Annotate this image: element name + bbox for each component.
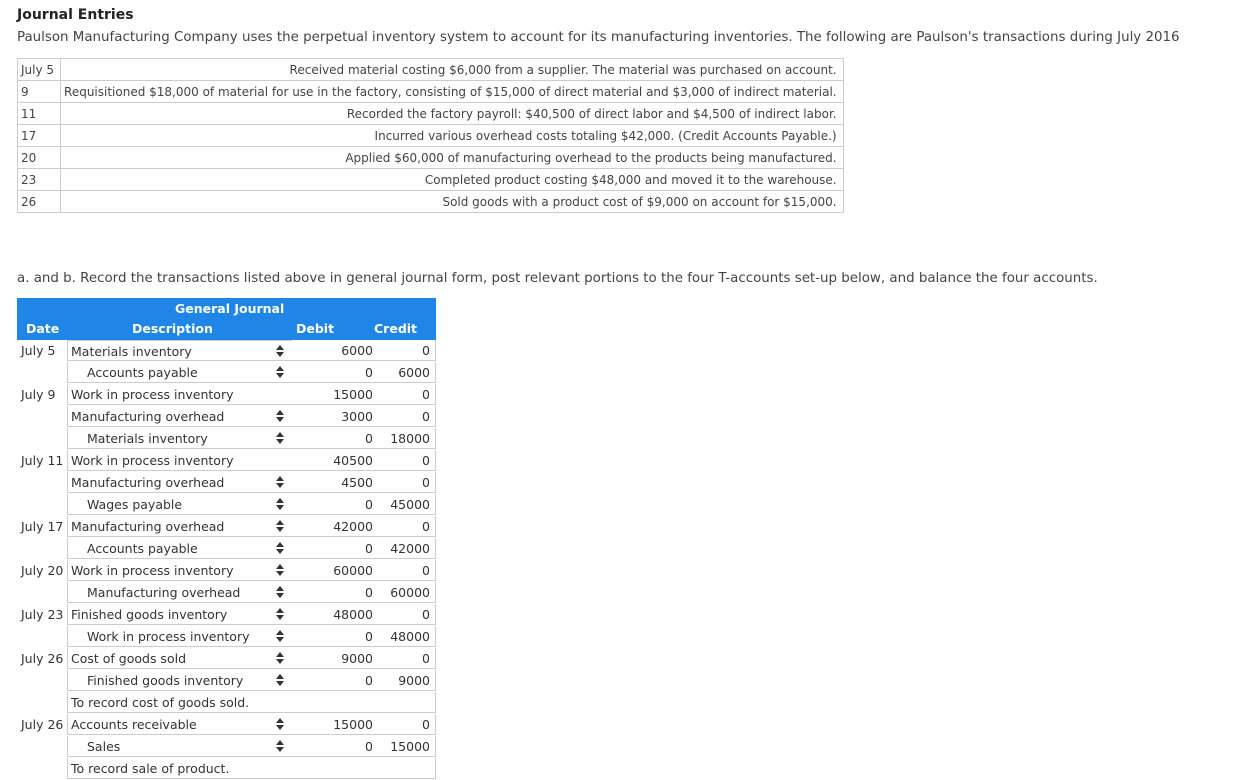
journal-date: July 20 (21, 563, 64, 578)
transaction-text: Applied $60,000 of manufacturing overhead to the products being manufactured. (61, 147, 844, 169)
transactions-table (17, 58, 844, 213)
journal-date: July 26 (21, 651, 64, 666)
journal-title: General Journal (175, 301, 285, 316)
transaction-text: Incurred various overhead costs totaling $42,000. (Credit Accounts Payable.) (61, 125, 844, 147)
journal-date: July 23 (21, 607, 64, 622)
transaction-row (18, 81, 844, 103)
debit-input[interactable]: 60000 (292, 560, 377, 581)
account-label: Materials inventory (71, 344, 192, 359)
account-select[interactable] (67, 714, 292, 735)
journal-row (17, 692, 436, 714)
journal-date: July 26 (21, 717, 64, 732)
journal-date: July 11 (21, 453, 64, 468)
account-select[interactable] (67, 736, 292, 757)
account-label: Sales (87, 739, 121, 754)
transaction-row (18, 147, 844, 169)
account-label: Work in process inventory (71, 387, 234, 402)
transaction-text: Received material costing $6,000 from a supplier. The material was purchased on account. (61, 59, 844, 81)
debit-input[interactable]: 0 (292, 428, 377, 449)
account-select[interactable] (67, 384, 292, 405)
debit-input[interactable]: 0 (292, 538, 377, 559)
journal-row (17, 648, 436, 670)
transaction-text: Requisitioned $18,000 of material for use in the factory, consisting of $15,000 of direct material and $3,000 of indirect material. (61, 81, 844, 103)
debit-input[interactable]: 0 (292, 362, 377, 383)
column-header-description: Description (132, 321, 213, 336)
select-arrows-icon[interactable] (276, 410, 284, 423)
journal-header (17, 298, 436, 340)
account-select[interactable] (67, 626, 292, 647)
transaction-date: 26 (18, 191, 61, 213)
column-header-credit: Credit (374, 321, 418, 336)
credit-input[interactable]: 15000 (377, 736, 436, 757)
transaction-row (18, 191, 844, 213)
select-arrows-icon[interactable] (276, 345, 284, 358)
journal-row (17, 560, 436, 582)
account-label: Manufacturing overhead (71, 475, 225, 490)
general-journal (17, 298, 436, 780)
credit-input[interactable]: 0 (377, 406, 436, 427)
journal-date: July 5 (21, 343, 56, 358)
debit-input[interactable]: 0 (292, 582, 377, 603)
transaction-date: July 5 (18, 59, 61, 81)
transaction-row (18, 125, 844, 147)
select-arrows-icon[interactable] (276, 564, 284, 577)
account-label: Manufacturing overhead (71, 519, 225, 534)
journal-date (17, 758, 67, 779)
journal-date (17, 428, 67, 449)
account-label: Finished goods inventory (87, 673, 244, 688)
journal-date: July 17 (21, 519, 64, 534)
credit-input[interactable]: 45000 (377, 494, 436, 515)
account-label: Accounts payable (87, 541, 198, 556)
select-arrows-icon[interactable] (276, 476, 284, 489)
account-label: To record sale of product. (71, 761, 230, 776)
transaction-date: 23 (18, 169, 61, 191)
debit-input[interactable]: 0 (292, 626, 377, 647)
account-label: Materials inventory (87, 431, 208, 446)
debit-input[interactable]: 6000 (292, 340, 377, 361)
select-arrows-icon[interactable] (276, 432, 284, 445)
journal-row (17, 494, 436, 516)
journal-row (17, 736, 436, 758)
account-select[interactable] (67, 582, 292, 603)
journal-row (17, 362, 436, 384)
credit-input[interactable]: 0 (377, 340, 436, 361)
instructions: a. and b. Record the transactions listed above in general journal form, post relevant portions to the four T-accounts set-up below, and balance the four accounts. (17, 271, 1098, 286)
credit-input[interactable]: 0 (377, 560, 436, 581)
select-arrows-icon[interactable] (276, 718, 284, 731)
journal-note (67, 758, 292, 779)
account-label: Wages payable (87, 497, 183, 512)
select-arrows-icon[interactable] (276, 674, 284, 687)
account-label: Work in process inventory (71, 563, 234, 578)
debit-input[interactable]: 0 (292, 736, 377, 757)
column-header-debit: Debit (296, 321, 335, 336)
select-arrows-icon[interactable] (276, 498, 284, 511)
debit-input[interactable]: 40500 (292, 450, 377, 471)
account-select[interactable] (67, 406, 292, 427)
credit-input[interactable]: 0 (377, 714, 436, 735)
account-select[interactable] (67, 516, 292, 537)
select-arrows-icon[interactable] (276, 652, 284, 665)
debit-empty (292, 758, 377, 779)
journal-row (17, 516, 436, 538)
account-select[interactable] (67, 450, 292, 471)
credit-input[interactable]: 0 (377, 384, 436, 405)
account-label: Manufacturing overhead (87, 585, 241, 600)
debit-input[interactable]: 4500 (292, 472, 377, 493)
account-select[interactable] (67, 670, 292, 691)
credit-input[interactable]: 0 (377, 604, 436, 625)
account-label: Accounts receivable (71, 717, 197, 732)
account-label: To record cost of goods sold. (71, 695, 250, 710)
select-arrows-icon[interactable] (276, 520, 284, 533)
select-arrows-icon[interactable] (276, 366, 284, 379)
transaction-row (18, 103, 844, 125)
credit-input[interactable]: 9000 (377, 670, 436, 691)
debit-input[interactable]: 42000 (292, 516, 377, 537)
journal-row (17, 340, 436, 362)
journal-row (17, 538, 436, 560)
select-arrows-icon[interactable] (276, 608, 284, 621)
journal-row (17, 714, 436, 736)
credit-input[interactable]: 0 (377, 472, 436, 493)
account-label: Accounts payable (87, 365, 198, 380)
journal-row (17, 472, 436, 494)
journal-note (67, 692, 292, 713)
journal-date (17, 362, 67, 383)
transaction-text: Sold goods with a product cost of $9,000 on account for $15,000. (61, 191, 844, 213)
journal-row (17, 406, 436, 428)
journal-row (17, 670, 436, 692)
journal-row (17, 384, 436, 406)
journal-date (17, 494, 67, 515)
select-arrows-icon[interactable] (276, 542, 284, 555)
account-select[interactable] (67, 428, 292, 449)
journal-row (17, 758, 436, 780)
journal-date (17, 538, 67, 559)
account-label: Work in process inventory (71, 453, 234, 468)
debit-input[interactable]: 9000 (292, 648, 377, 669)
credit-input[interactable]: 42000 (377, 538, 436, 559)
credit-input[interactable]: 48000 (377, 626, 436, 647)
page-title: Journal Entries (17, 7, 134, 23)
debit-input[interactable]: 0 (292, 494, 377, 515)
journal-date (17, 626, 67, 647)
journal-row (17, 450, 436, 472)
account-select[interactable] (67, 560, 292, 581)
journal-row (17, 604, 436, 626)
debit-input[interactable]: 15000 (292, 714, 377, 735)
credit-input[interactable]: 0 (377, 516, 436, 537)
journal-date (17, 582, 67, 603)
transaction-date: 9 (18, 81, 61, 103)
select-arrows-icon[interactable] (276, 630, 284, 643)
journal-rows (17, 340, 436, 780)
journal-date (17, 692, 67, 713)
journal-row (17, 428, 436, 450)
account-select[interactable] (67, 538, 292, 559)
account-select[interactable] (67, 648, 292, 669)
account-select[interactable] (67, 604, 292, 625)
journal-date (17, 472, 67, 493)
credit-input[interactable]: 0 (377, 450, 436, 471)
account-label: Cost of goods sold (71, 651, 187, 666)
account-label: Manufacturing overhead (71, 409, 225, 424)
account-select[interactable] (67, 472, 292, 493)
credit-empty (377, 692, 436, 713)
select-arrows-icon[interactable] (276, 586, 284, 599)
transaction-row (18, 169, 844, 191)
account-select[interactable] (67, 340, 292, 361)
debit-empty (292, 692, 377, 713)
account-label: Work in process inventory (87, 629, 250, 644)
transaction-row (18, 59, 844, 81)
account-select[interactable] (67, 362, 292, 383)
transaction-date: 20 (18, 147, 61, 169)
account-select[interactable] (67, 494, 292, 515)
column-header-date: Date (26, 321, 60, 336)
problem-intro: Paulson Manufacturing Company uses the perpetual inventory system to account for its manufacturing inventories. The following are Paulson's transactions during July 2016 (17, 30, 1180, 45)
journal-date: July 9 (21, 387, 56, 402)
credit-input[interactable]: 6000 (377, 362, 436, 383)
debit-input[interactable]: 0 (292, 670, 377, 691)
select-arrows-icon[interactable] (276, 740, 284, 753)
account-label: Finished goods inventory (71, 607, 228, 622)
journal-row (17, 582, 436, 604)
journal-date (17, 670, 67, 691)
debit-input[interactable]: 3000 (292, 406, 377, 427)
credit-empty (377, 758, 436, 779)
journal-date (17, 406, 67, 427)
debit-input[interactable]: 15000 (292, 384, 377, 405)
debit-input[interactable]: 48000 (292, 604, 377, 625)
journal-row (17, 626, 436, 648)
transaction-text: Recorded the factory payroll: $40,500 of direct labor and $4,500 of indirect labor. (61, 103, 844, 125)
journal-date (17, 736, 67, 757)
transaction-date: 17 (18, 125, 61, 147)
credit-input[interactable]: 0 (377, 648, 436, 669)
transaction-text: Completed product costing $48,000 and moved it to the warehouse. (61, 169, 844, 191)
credit-input[interactable]: 60000 (377, 582, 436, 603)
credit-input[interactable]: 18000 (377, 428, 436, 449)
transaction-date: 11 (18, 103, 61, 125)
